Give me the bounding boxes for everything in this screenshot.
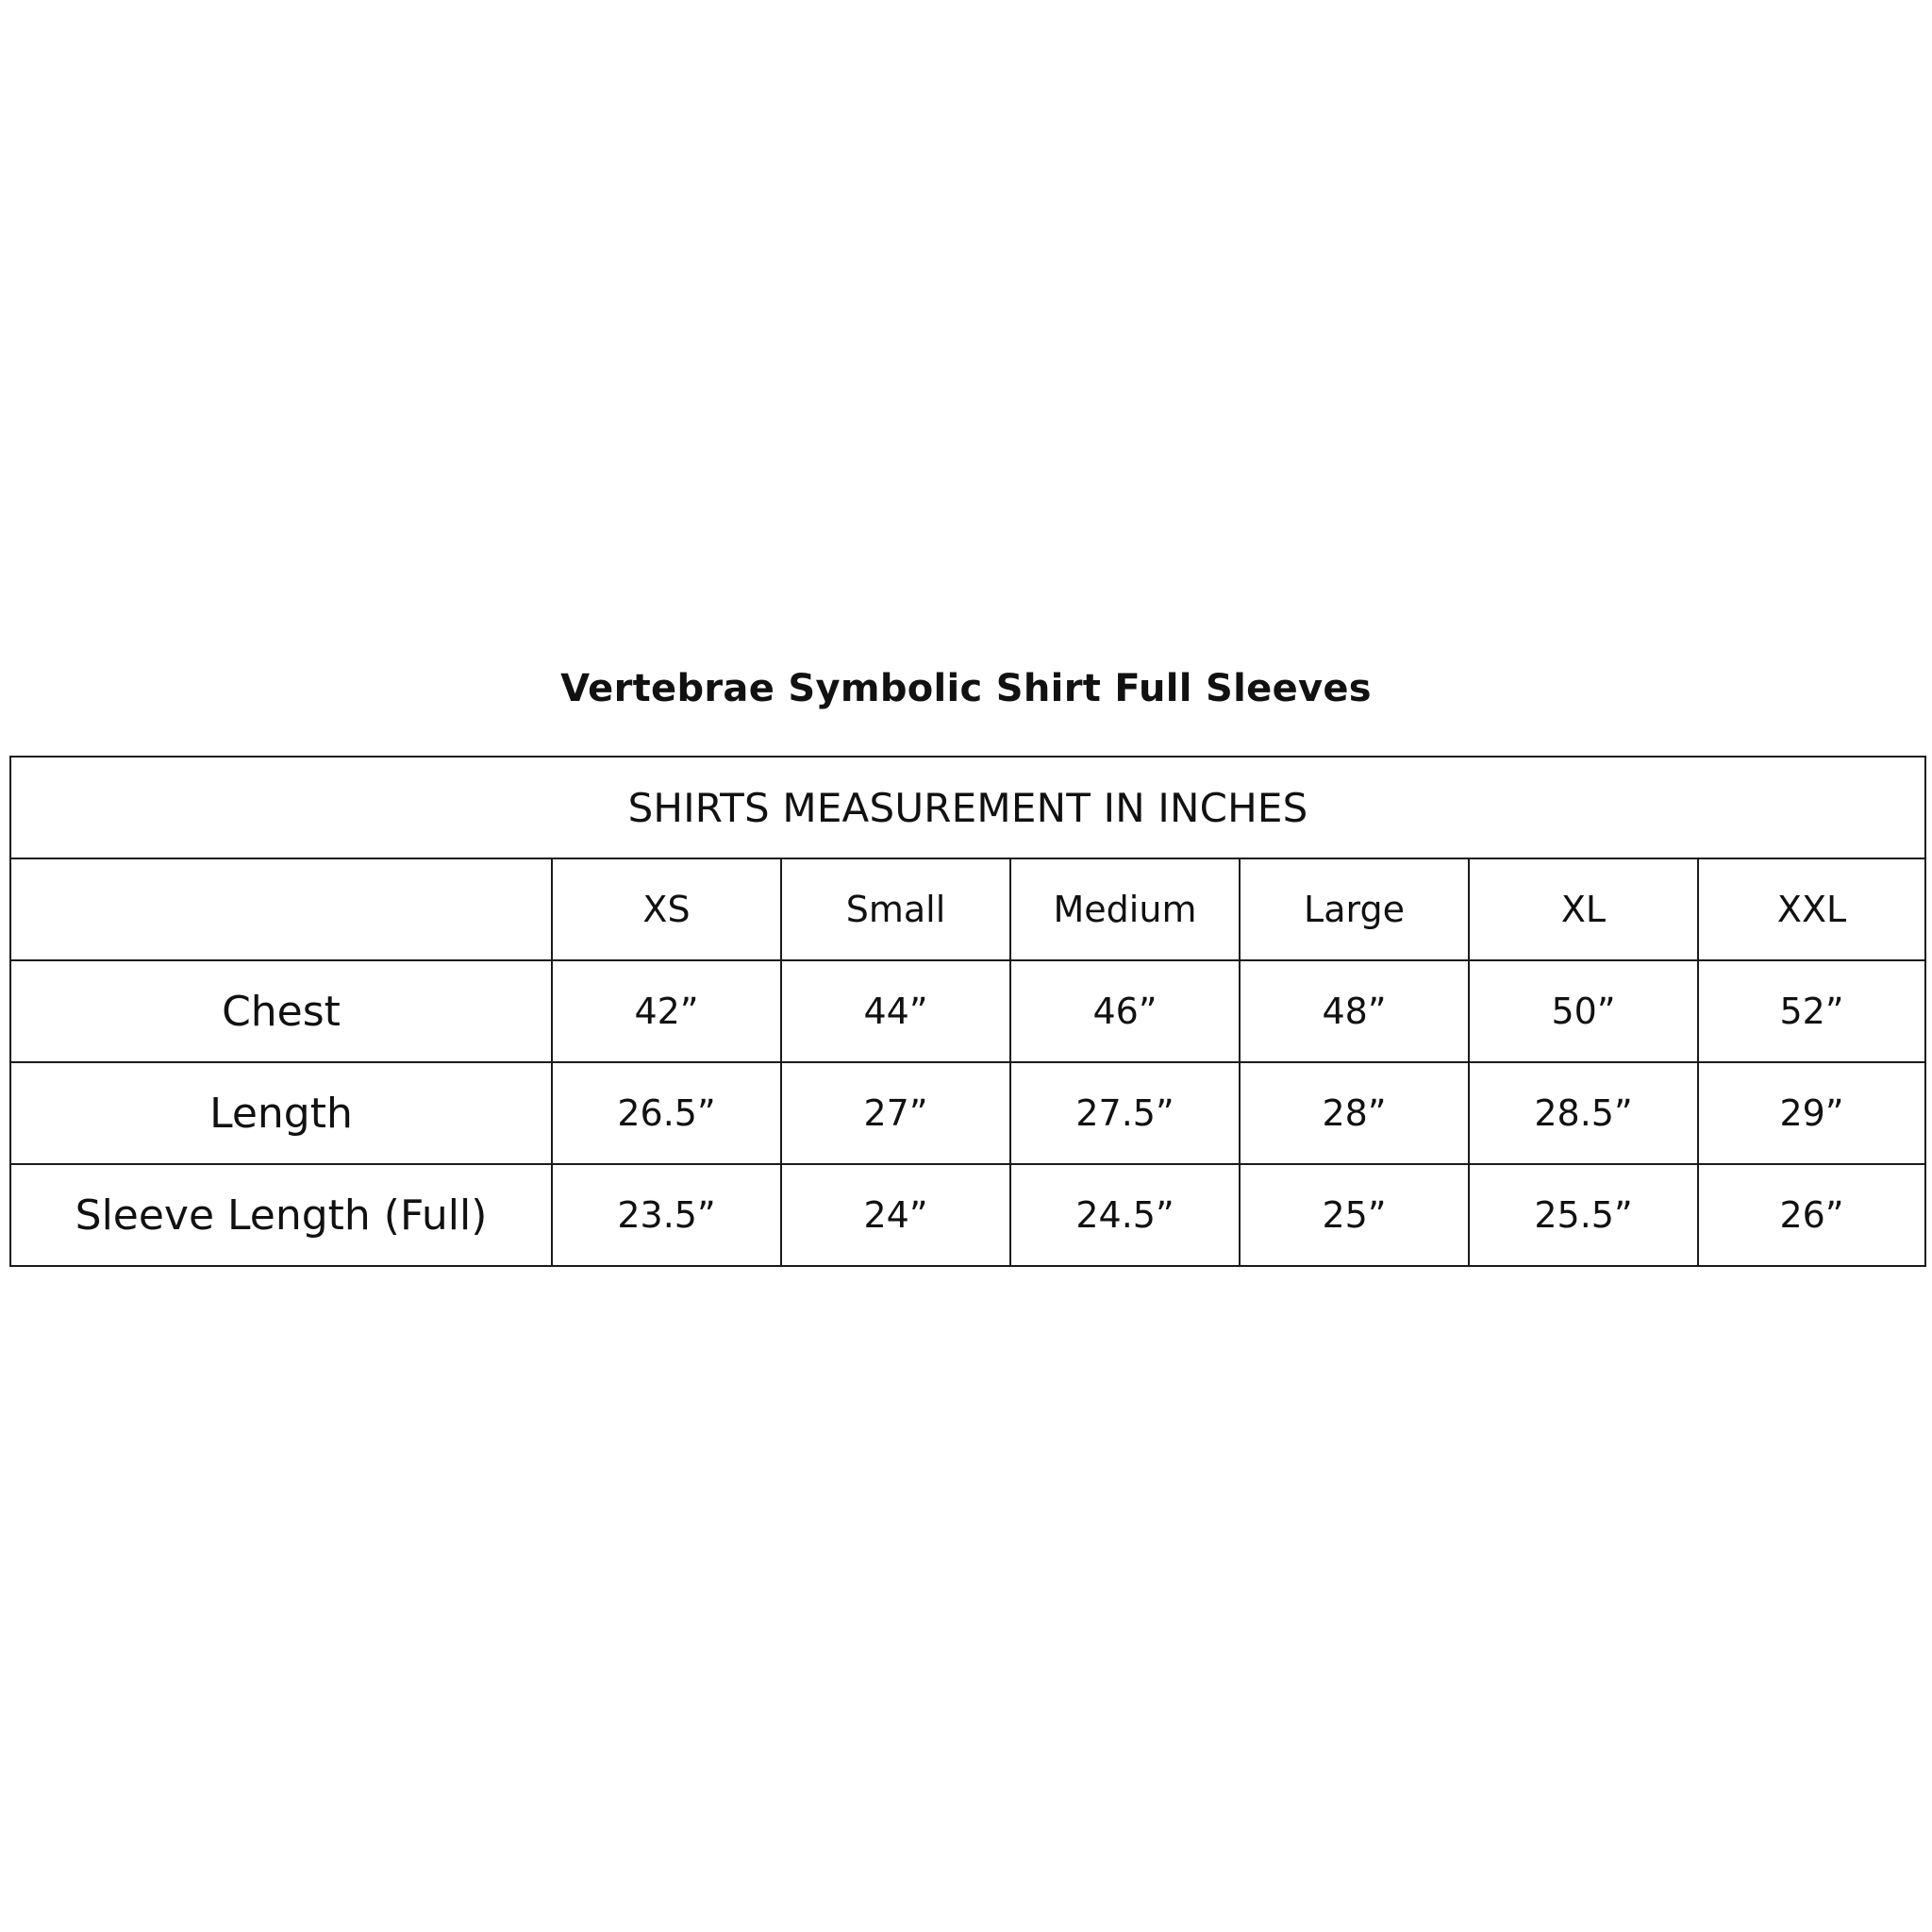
table-row (10, 1164, 1925, 1266)
size-header-large: Large (1240, 858, 1469, 960)
table-cell: 24” (781, 1164, 1010, 1266)
table-cell: 25.5” (1469, 1164, 1698, 1266)
row-label-chest: Chest (10, 960, 552, 1062)
table-cell: 23.5” (552, 1164, 781, 1266)
table-cell: 46” (1010, 960, 1240, 1062)
table-cell: 24.5” (1010, 1164, 1240, 1266)
table-cell: 42” (552, 960, 781, 1062)
size-header-medium: Medium (1010, 858, 1240, 960)
table-row (10, 960, 1925, 1062)
caption-row (10, 757, 1925, 858)
table-cell: 52” (1698, 960, 1925, 1062)
corner-cell (10, 858, 552, 960)
table-cell: 44” (781, 960, 1010, 1062)
size-header-xl: XL (1469, 858, 1698, 960)
size-header-xs: XS (552, 858, 781, 960)
table-cell: 26” (1698, 1164, 1925, 1266)
table-cell: 48” (1240, 960, 1469, 1062)
table-cell: 25” (1240, 1164, 1469, 1266)
row-label-length: Length (10, 1062, 552, 1164)
page-title: Vertebrae Symbolic Shirt Full Sleeves (560, 667, 1372, 710)
table-cell: 28.5” (1469, 1062, 1698, 1164)
size-header-small: Small (781, 858, 1010, 960)
size-header-row (10, 858, 1925, 960)
table-cell: 27” (781, 1062, 1010, 1164)
table-cell: 26.5” (552, 1062, 781, 1164)
size-header-xxl: XXL (1698, 858, 1925, 960)
table-cell: 27.5” (1010, 1062, 1240, 1164)
table-row (10, 1062, 1925, 1164)
table-cell: 29” (1698, 1062, 1925, 1164)
row-label-sleeve-length: Sleeve Length (Full) (10, 1164, 552, 1266)
table-caption: SHIRTS MEASUREMENT IN INCHES (10, 757, 1925, 858)
table-cell: 50” (1469, 960, 1698, 1062)
size-chart-table (9, 756, 1926, 1267)
table-cell: 28” (1240, 1062, 1469, 1164)
